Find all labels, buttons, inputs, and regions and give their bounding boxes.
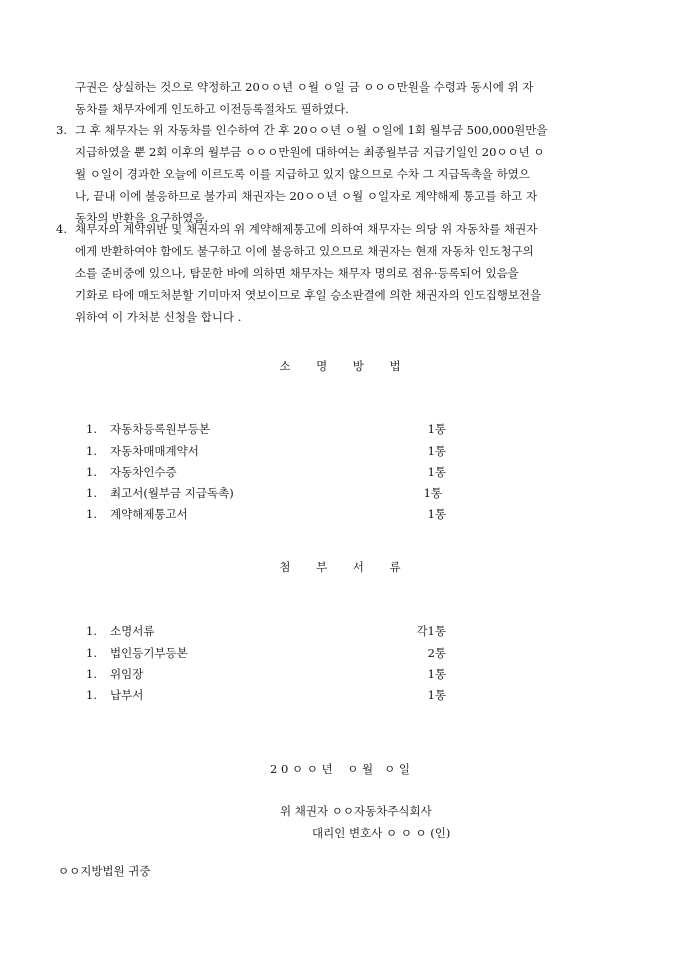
evidence-item-number: 1. <box>86 422 97 436</box>
attachment-item-name: 법인등기부등본 <box>110 646 188 660</box>
attachment-item-qty: 1통 <box>427 667 446 681</box>
evidence-item-name: 자동차인수증 <box>110 465 177 479</box>
filing-date: 2 0 ㅇ ㅇ 년 ㅇ 월 ㅇ 일 <box>270 762 410 776</box>
attachment-item-name: 납부서 <box>110 688 144 702</box>
evidence-item-number: 1. <box>86 444 97 458</box>
paragraph-3-line-5: 동차의 반환을 요구하였음. <box>75 211 209 225</box>
attachment-item-number: 1. <box>86 667 97 681</box>
evidence-item <box>86 440 466 462</box>
attachment-item-number: 1. <box>86 624 97 638</box>
paragraph-4-line-4: 기화로 타에 매도처분할 기미마저 엿보이므로 후일 승소판결에 의한 채권자의 인도집행보전을 <box>75 288 542 302</box>
attachment-item-qty: 각1통 <box>416 624 446 638</box>
paragraph-3-line-2: 지급하였을 뿐 2회 이후의 월부금 ㅇㅇㅇ만원에 대하여는 최종월부금 지급기일인 20ㅇㅇ년 ㅇ <box>75 145 545 159</box>
paragraph-3-line-1: 그 후 채무자는 위 자동차를 인수하여 간 후 20ㅇㅇ년 ㅇ월 ㅇ일에 1회 월부금 500,000원만을 <box>75 123 548 137</box>
evidence-item <box>86 461 466 483</box>
evidence-item-number: 1. <box>86 465 97 479</box>
paragraph-2-line-1: 구권은 상실하는 것으로 약정하고 20ㅇㅇ년 ㅇ월 ㅇ일 금 ㅇㅇㅇ만원을 수령과 동시에 위 자 <box>75 80 534 94</box>
attachment-item-qty: 2통 <box>427 646 446 660</box>
attachment-item <box>86 684 466 706</box>
paragraph-4-line-2: 에게 반환하여야 함에도 불구하고 이에 불응하고 있으므로 채권자는 현재 자동차 인도청구의 <box>75 244 534 258</box>
paragraph-4-line-1: 채무자의 계약위반 및 채권자의 위 계약해제통고에 의하여 채무자는 의당 위 자동차를 채권자 <box>75 222 538 236</box>
evidence-item <box>86 482 466 504</box>
paragraph-4-line-5: 위하여 이 가처분 신청을 합니다 . <box>75 310 242 324</box>
court-addressee: ㅇㅇ지방법원 귀중 <box>58 864 151 878</box>
attachment-item-name: 소명서류 <box>110 624 155 638</box>
evidence-item-number: 1. <box>86 507 97 521</box>
paragraph-3-line-3: 월 ㅇ일이 경과한 오늘에 이르도록 이를 지급하고 있지 않으므로 수차 그 지급독촉을 하였으 <box>75 167 530 181</box>
evidence-item-number: 1. <box>86 486 97 500</box>
evidence-heading: 소 명 방 법 <box>279 359 401 373</box>
attachment-item <box>86 642 466 664</box>
evidence-item-name: 자동차등록원부등본 <box>110 422 210 436</box>
attorney-line: 대리인 변호사 ㅇ ㅇ ㅇ (인) <box>312 826 451 840</box>
evidence-item-qty: 1통 <box>423 486 442 500</box>
creditor-line: 위 채권자 ㅇㅇ자동차주식회사 <box>280 804 432 818</box>
evidence-item-qty: 1통 <box>427 507 446 521</box>
evidence-item-qty: 1통 <box>427 444 446 458</box>
attachment-item-qty: 1통 <box>427 688 446 702</box>
attachments-heading: 첨 부 서 류 <box>279 560 401 574</box>
paragraph-2-line-2: 동차를 채무자에게 인도하고 이전등록절차도 필하였다. <box>75 102 349 116</box>
attachment-item <box>86 620 466 642</box>
evidence-item-qty: 1통 <box>427 465 446 479</box>
evidence-item-name: 자동차매매계약서 <box>110 444 199 458</box>
paragraph-4-line-3: 소를 준비중에 있으나, 탐문한 바에 의하면 채무자는 채무자 명의로 점유·등록되어 있음을 <box>75 266 519 280</box>
attachment-item <box>86 663 466 685</box>
attachment-item-number: 1. <box>86 646 97 660</box>
evidence-item-name: 최고서(월부금 지급독촉) <box>110 486 234 500</box>
evidence-item-name: 계약해제통고서 <box>110 507 188 521</box>
paragraph-3-number: 3. <box>56 123 67 137</box>
evidence-item <box>86 503 466 525</box>
paragraph-4-number: 4. <box>56 222 67 236</box>
evidence-item <box>86 418 466 440</box>
attachment-item-number: 1. <box>86 688 97 702</box>
attachment-item-name: 위임장 <box>110 667 144 681</box>
evidence-item-qty: 1통 <box>427 422 446 436</box>
paragraph-3-line-4: 나, 끝내 이에 불응하므로 불가피 채권자는 20ㅇㅇ년 ㅇ월 ㅇ일자로 계약해제 통고를 하고 자 <box>75 189 538 203</box>
